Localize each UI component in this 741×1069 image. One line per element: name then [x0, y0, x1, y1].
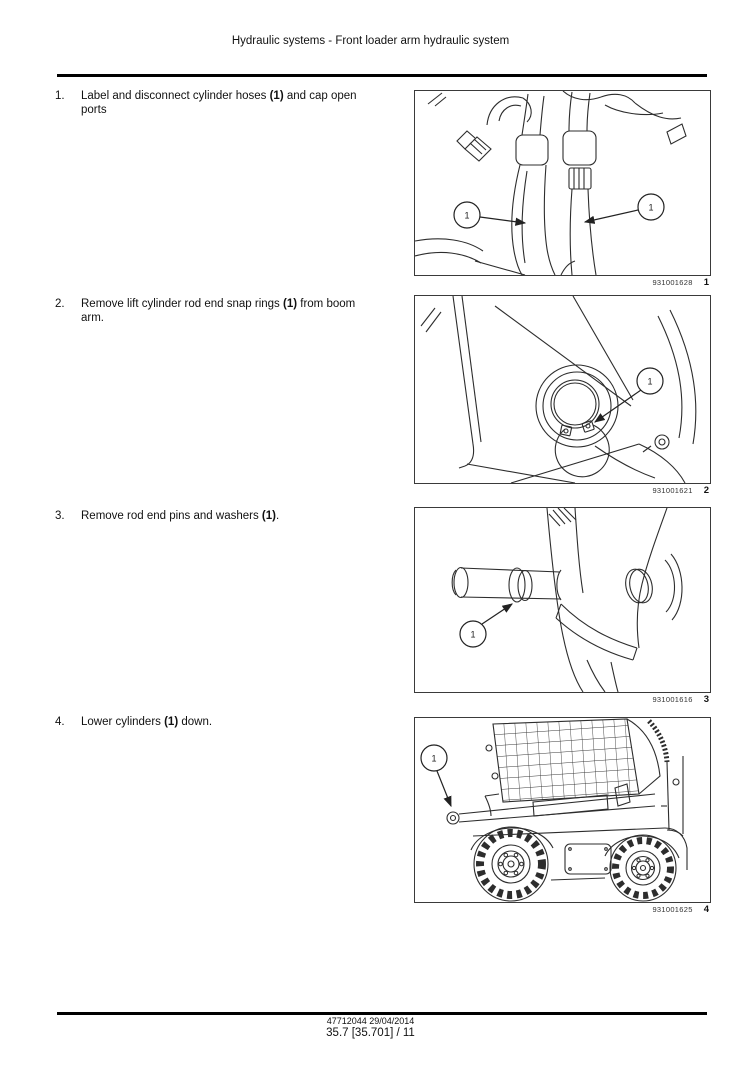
step-text — [81, 89, 377, 117]
figure-number: 2 — [703, 485, 709, 496]
step-text-post: and cap open ports — [81, 90, 357, 116]
step-item-1 — [55, 89, 395, 117]
figure-2-frame — [414, 295, 711, 484]
step-text-pre: Remove rod end pins and washers — [81, 510, 262, 522]
figure-4-illustration — [415, 718, 710, 902]
callout-arrow — [595, 390, 641, 422]
figure-2-illustration — [415, 296, 710, 483]
step-text-pre: Lower cylinders — [81, 716, 165, 728]
pin-washer-line-art — [452, 508, 682, 692]
step-item-2 — [55, 297, 395, 325]
figure-3-caption — [414, 693, 711, 705]
callout-label: 1 — [647, 376, 653, 387]
callout-arrow — [480, 217, 525, 223]
step-item-4 — [55, 715, 395, 729]
figure-4-callouts — [421, 745, 451, 806]
step-item-3 — [55, 509, 395, 523]
figure-4-caption — [414, 903, 711, 915]
step-text-post: from boom arm. — [81, 298, 356, 324]
figure-id: 931001628 — [652, 278, 693, 287]
step-ref-bold: (1) — [269, 90, 284, 102]
figure-3 — [414, 507, 711, 705]
page-footer — [0, 1016, 741, 1039]
figure-2-caption — [414, 484, 711, 496]
step-text — [81, 297, 377, 325]
header-rule — [57, 74, 707, 77]
step-text-pre: Remove lift cylinder rod end snap rings — [81, 298, 283, 310]
figure-1-frame — [414, 90, 711, 276]
footer-doc-number: 47712044 29/04/2014 — [326, 1016, 415, 1026]
wheels — [474, 827, 676, 901]
step-number: 3. — [55, 510, 65, 522]
callout-label: 1 — [470, 629, 476, 640]
footer-rule — [57, 1012, 707, 1015]
callout-label: 1 — [431, 753, 437, 764]
figure-number: 1 — [703, 277, 709, 288]
footer-page-reference: 35.7 [35.701] / 11 — [326, 1027, 415, 1039]
callout-arrow — [585, 210, 638, 222]
figure-3-frame — [414, 507, 711, 693]
figure-3-illustration — [415, 508, 710, 692]
figure-4 — [414, 717, 711, 915]
figure-number: 3 — [703, 694, 709, 705]
step-ref-bold: (1) — [164, 716, 179, 728]
hose-line-art — [415, 91, 686, 275]
figure-1-callouts — [454, 194, 664, 228]
step-text-post: down. — [178, 716, 213, 728]
step-text-pre: Label and disconnect cylinder hoses — [81, 90, 270, 102]
figure-1-caption — [414, 276, 711, 288]
callout-label: 1 — [464, 210, 470, 221]
figure-id: 931001616 — [652, 695, 693, 704]
step-text-post: . — [275, 510, 280, 522]
figure-id: 931001621 — [652, 486, 693, 495]
figure-2 — [414, 295, 711, 496]
step-text — [81, 509, 377, 523]
callout-arrow — [437, 771, 451, 806]
step-ref-bold: (1) — [283, 298, 298, 310]
page-header-title: Hydraulic systems - Front loader arm hydraulic system — [231, 35, 510, 47]
figure-number: 4 — [703, 904, 709, 915]
step-number: 2. — [55, 298, 65, 310]
figure-4-frame — [414, 717, 711, 903]
callout-label: 1 — [648, 202, 654, 213]
step-ref-bold: (1) — [261, 510, 276, 522]
callout-arrow — [482, 604, 512, 624]
step-number: 1. — [55, 90, 65, 102]
step-text — [81, 715, 377, 729]
figure-1-illustration — [415, 91, 710, 275]
step-number: 4. — [55, 716, 65, 728]
figure-id: 931001625 — [652, 905, 693, 914]
figure-3-callouts — [460, 604, 512, 647]
figure-1 — [414, 90, 711, 288]
